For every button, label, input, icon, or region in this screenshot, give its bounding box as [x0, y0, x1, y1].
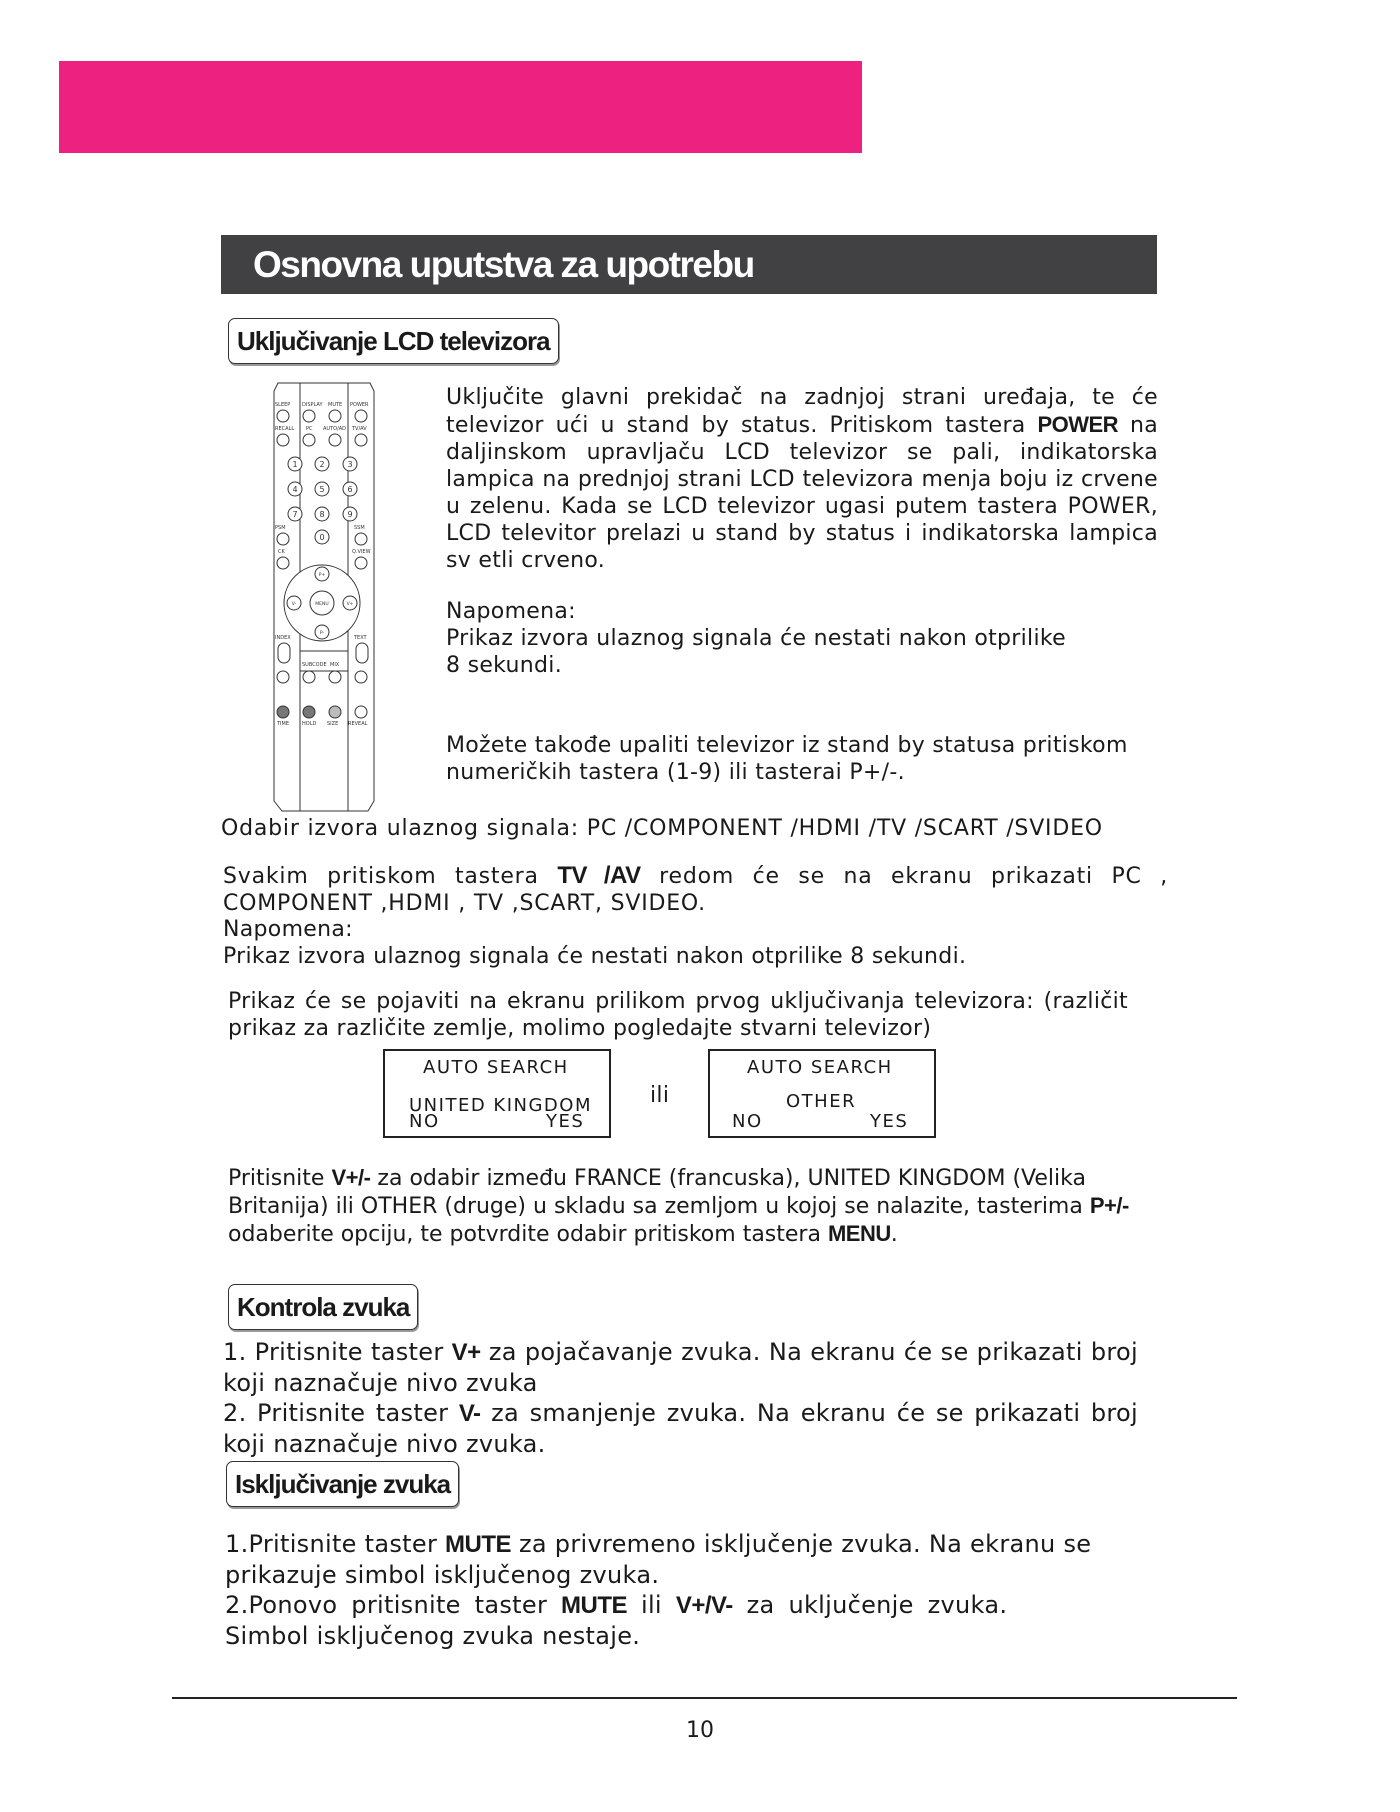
remote-label: SUBCODE [302, 662, 327, 668]
volume-list [223, 1337, 1138, 1459]
remote-key-label: V+ [346, 602, 354, 607]
volume-item: 2. Pritisnite taster V- za smanjenje zvuka. Na ekranu će se prikazati broj koji naznačuje nivo zvuka. [223, 1399, 1138, 1458]
remote-key-label: P+ [318, 573, 326, 578]
power-on-paragraph: Uključite glavni prekidač na zadnjoj strani uređaja, te će televizor ući u stand by status. Pritiskom tastera POWER na daljinskom upravljaču LCD televizor se pali, indikatorska lampica na prednjoj strani LCD televizora menja boju iz crvene u zelenu. Kada se LCD televizor ugasi putem tastera POWER, LCD televitor prelazi u stand by status i indikatorska lampica sv etli crveno. [446, 385, 1158, 573]
note-block [446, 598, 1158, 679]
remote-label: SSM [354, 525, 365, 531]
remote-label: RECALL [275, 426, 295, 432]
section-heading-power-on: Uključivanje LCD televizora [228, 318, 559, 364]
remote-key-label: 1 [292, 460, 298, 469]
page-title: Osnovna uputstva za upotrebu [253, 244, 754, 285]
country-select-paragraph: Pritisnite V+/- za odabir između FRANCE (francuska), UNITED KINGDOM (Velika Britanija) ili OTHER (druge) u skladu sa zemljom u kojoj se nalazite, tasterima P+/- odaberite opciju, te potvrdite odabir pritiskom tastera MENU. [228, 1165, 1129, 1247]
mute-list [225, 1529, 1125, 1651]
note-line: Prikaz izvora ulaznog signala će nestati nakon otprilike 8 sekundi. [223, 944, 967, 969]
screen-no-option: NO [409, 1111, 440, 1132]
remote-key-label: MENU [315, 602, 329, 607]
note-line: 8 sekundi. [446, 653, 563, 678]
screen-title: AUTO SEARCH [747, 1057, 893, 1078]
remote-label: SLEEP [275, 402, 291, 408]
auto-search-screen-uk [383, 1049, 611, 1138]
mute-item: 2.Ponovo pritisnite taster MUTE ili V+/V- za uključenje zvuka. [225, 1591, 1008, 1619]
remote-label: MIX [330, 662, 340, 668]
screen-yes-option: YES [546, 1111, 585, 1132]
remote-label: MUTE [328, 402, 343, 408]
remote-key-label: 2 [319, 460, 325, 469]
remote-key-label: V- [291, 602, 297, 607]
remote-label: PSM [275, 525, 286, 531]
screen-country: UNITED KINGDOM [409, 1095, 592, 1116]
remote-key-label: 6 [347, 485, 353, 494]
standby-paragraph: Možete takođe upaliti televizor iz stand by statusa pritiskom numeričkih tastera (1-9) ili tasterai P+/-. [446, 733, 1128, 785]
section-heading-mute: Isključivanje zvuka [226, 1461, 459, 1507]
screen-title: AUTO SEARCH [423, 1057, 569, 1078]
remote-label: TIME [277, 721, 290, 727]
remote-label: INDEX [275, 635, 291, 641]
remote-key-label: P- [319, 631, 325, 636]
header-accent-bar [59, 61, 862, 153]
remote-key-label: 3 [347, 460, 353, 469]
remote-label: POWER [350, 402, 369, 408]
remote-key-label: 4 [292, 485, 298, 494]
screen-yes-option: YES [870, 1111, 909, 1132]
remote-label: TEXT [354, 635, 367, 641]
remote-control-illustration [270, 381, 378, 813]
remote-label: SIZE [327, 721, 339, 727]
screen-no-option: NO [732, 1111, 763, 1132]
remote-key-label: 8 [319, 510, 325, 519]
note2-block [223, 916, 1168, 970]
page-number: 10 [686, 1718, 714, 1743]
remote-key-label: 9 [347, 510, 353, 519]
note-label: Napomena: [446, 599, 576, 624]
remote-key-label: 0 [319, 533, 325, 542]
remote-label: TV/AV [352, 426, 367, 432]
remote-key-label: 5 [319, 485, 325, 494]
screen-country: OTHER [786, 1091, 857, 1112]
mute-item: Simbol isključenog zvuka nestaje. [225, 1622, 641, 1650]
remote-key-label: 7 [292, 510, 298, 519]
remote-label: PC [306, 426, 313, 432]
footer-divider [172, 1697, 1237, 1699]
mute-item: 1.Pritisnite taster MUTE za privremeno isključenje zvuka. Na ekranu se prikazuje simbol isključenog zvuka. [225, 1530, 1092, 1589]
note-label: Napomena: [223, 917, 353, 942]
note-line: Prikaz izvora ulaznog signala će nestati nakon otprilike [446, 626, 1066, 651]
remote-label: AUTO/AD [323, 426, 347, 432]
source-paragraph: Svakim pritiskom tastera TV /AV redom će se na ekranu prikazati PC , COMPONENT ,HDMI , TV ,SCART, SVIDEO. [223, 862, 1169, 916]
remote-label: Q.VIEW [352, 549, 371, 555]
auto-search-screen-other [708, 1049, 936, 1138]
volume-item: 1. Pritisnite taster V+ za pojačavanje zvuka. Na ekranu će se prikazati broj koji naznačuje nivo zvuka [223, 1338, 1138, 1397]
remote-label: DISPLAY [302, 402, 323, 408]
remote-label: CK [278, 549, 285, 555]
section-heading-volume: Kontrola zvuka [228, 1284, 418, 1330]
remote-label: HOLD [302, 721, 317, 727]
title-banner [221, 235, 1157, 294]
remote-label: REVEAL [348, 721, 368, 727]
source-select-line: Odabir izvora ulaznog signala: PC /COMPONENT /HDMI /TV /SCART /SVIDEO [221, 816, 1103, 841]
first-on-paragraph: Prikaz će se pojaviti na ekranu prilikom prvog uključivanja televizora: (različit prikaz za različite zemlje, molimo pogledajte stvarni televizor) [228, 989, 1128, 1041]
ili-text: ili [650, 1083, 670, 1108]
